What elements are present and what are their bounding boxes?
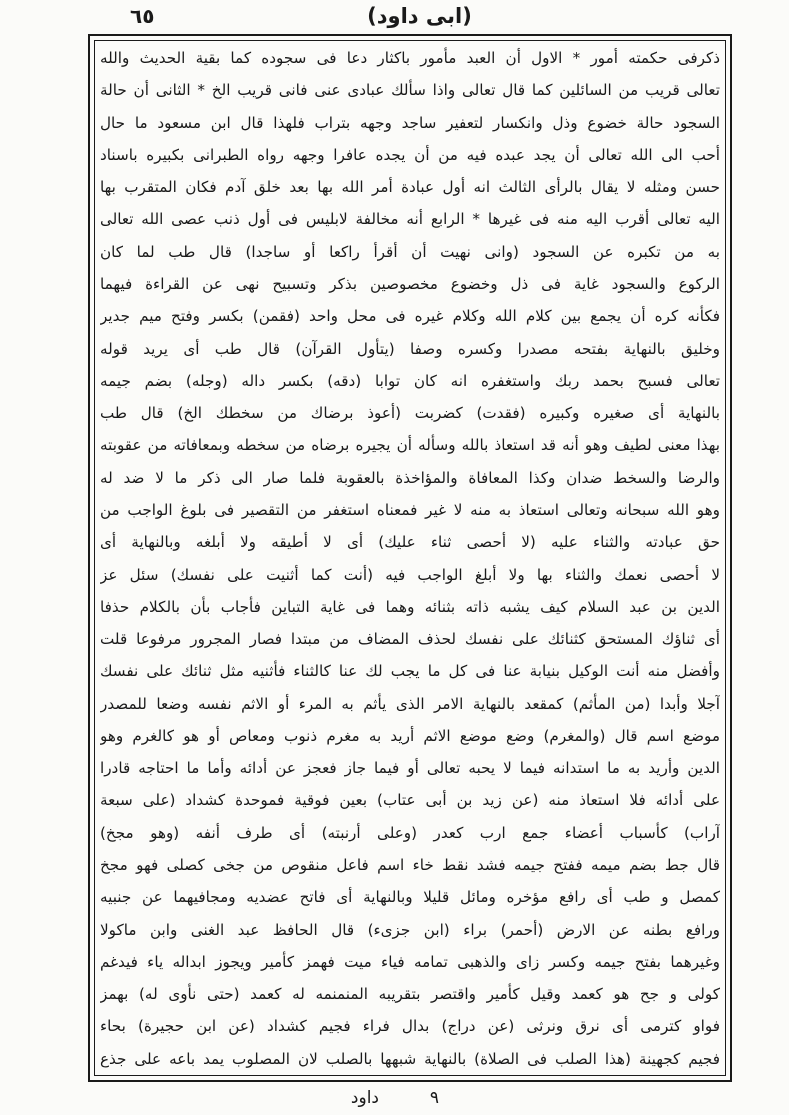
text-line: تعالى قريب من السائلين كما قال تعالى واذا سألك عبادى عنى فانى قريب الخ * الثانى أن حالة [100, 81, 720, 100]
text-line: موضع اسم قال (والمغرم) وضع موضع الاثم أريد به مغرم ذنوب ومعاص أو هو كالغرم وهو [100, 726, 720, 745]
text-line: بهذا معنى لطيف وهو أنه قد استعاذ بالله وسأله أن يجيره برضاه من سخطه وبمعافاته من عقوبته [100, 436, 720, 455]
signature-mark: ٩ [429, 1088, 439, 1108]
text-line: على أدائه فلا استعاذ منه (عن زيد بن أبى عتاب) بعين فوقية فموحدة كشداد (على سبعة [100, 791, 720, 810]
text-line: حق عبادته والثناء عليه (لا أحصى ثناء عليك) أى لا أطيقه ولا أبلغه وبالنهاية أى [100, 533, 720, 552]
text-line: كمصل و طب أى رافع مؤخره ومائل قليلا وبالنهاية أى فاتح عضديه ومجافيهما عن جنبيه [100, 888, 720, 907]
text-line: حسن ومثله لا يقال بالرأى الثالث انه أول عبادة أمر الله بها بعد خلق آدم فكان المتقرب بها [100, 178, 720, 197]
text-line: الركوع والسجود غاية فى ذل وخضوع مخصوصين بذكر وتسبيح نهى عن القراءة فيهما [100, 274, 720, 293]
text-line: الدين بن عبد السلام كيف يشبه ذاته بثنائه وهما فى غاية التباين فأجاب بأن بالكلام حذفا [100, 597, 720, 616]
text-line: اليه تعالى أقرب اليه منه فى غيرها * الرابع أنه مخالفة لابليس فى أول ذنب عصى الله تعالى [100, 210, 720, 229]
text-line: كولى و جح هو كعمد وقيل كأمير واقتصر بتقريبه المنمنمه له كعمد (حتى نأوى له) بهمز [100, 985, 720, 1004]
text-line: لا أحصى نعمك والثناء بها ولا أبلغ الواجب فيه (أنت كما أثنيت على نفسك) سئل عز [100, 565, 720, 584]
text-line: وخليق بالنهاية بفتحه مصدرا وكسره وصفا (يتأول القرآن) قال طب أى يريد قوله [100, 339, 720, 358]
text-line: ذكرفى حكمته أمور * الاول أن العبد مأمور باكثار دعا فى سجوده كما بقية الحديث والله [100, 49, 720, 67]
text-line: وهو الله سبحانه وتعالى استعاذ به منه لا غير فمعناه استغفر من التقصير فى بلوغ الواجب من [100, 500, 720, 519]
running-title: (ابى داود) [367, 4, 472, 28]
text-line: ورافع بطنه عن الارض (أحمر) براء (ابن جزىء) قال الحافظ عبد الغنى وابن ماكولا [100, 920, 720, 939]
text-line: أحب الى الله تعالى أن يجد عبده فيه من أن يجده عافرا وجهه رواه الطبرانى بكبيره باسناد [100, 145, 720, 164]
page-header [90, 4, 749, 34]
text-line: آراب) كأسباب أعضاء جمع ارب كعدر (وعلى أرنبته) أى طرف أنفه (وهو مجخ) [100, 823, 720, 842]
text-line: الدين وأريد به ما استدانه فيما لا يحبه تعالى أو فيما جاز فعجز عن أدائه وأما ما احتاجه قادرا [100, 759, 720, 778]
text-line: قال جط بضم ميمه ففتح جيمه فشد نقط خاء اسم فاعل منقوص من جخى كصلى فهو مجخ [100, 856, 720, 875]
text-line: تعالى فسبح بحمد ربك واستغفره انه كان توابا (دقه) بكسر داله (وجله) بضم جيمه [100, 371, 720, 390]
text-line: فكأنه كره أن يجمع بين كلام الله وكلام غيره فى محل واحد (فقمن) بكسر وفتح ميم جدير [100, 307, 720, 326]
signature-word: داود [350, 1088, 379, 1108]
text-line: أى ثناؤك المستحق كثنائك على نفسك لحذف المضاف من مبتدا فصار المجرور مرفوعا قلت [100, 630, 720, 649]
text-line: وأفضل منه أنت الوكيل بنيابة عنا فى كل ما يجب لك عنا كالثناء فأثنيه مثل ثنائك على نفسك [100, 662, 720, 681]
text-line: والرضا والسخط ضدان وكذا المعافاة والمؤاخذة بالعقوبة فلما صار الى ذكر ما لا ضد له [100, 468, 720, 487]
text-line: فواو كترمى أى نرق ونرثى (عن دراج) بدال فراء فجيم كشداد (عن ابن حجيرة) بحاء [100, 1017, 720, 1036]
text-body [100, 44, 720, 1074]
text-line: السجود حالة خضوع وذل وانكسار لتعفير ساجد وجهه بتراب فلهذا قال ابن مسعود ما حال [100, 113, 720, 132]
text-line: آجلا وأبدا (من المأثم) كمقعد بالنهاية الامر الذى يأثم به المرء أو الاثم نفسه وضعا للمصدر [100, 694, 720, 713]
page-footer [90, 1088, 749, 1112]
text-line: فجيم كجهينة (هذا الصلب فى الصلاة) بالنهاية شبهها بالصلب لان المصلوب يمد باعه على جذع [100, 1049, 720, 1068]
text-line: بالنهاية أى صغيره وكبيره (فقدت) كضربت (أعوذ برضاك من سخطك الخ) قال طب [100, 404, 720, 423]
text-line: وغيرهما بفتح جيمه وكسر زاى والذهبى تمامه فياء ميت فهمز كأمير ويجوز ابداله ياء فيدغم [100, 952, 720, 971]
text-line: به من تكبره عن السجود (وانى نهيت أن أقرأ راكعا أو ساجدا) قال طب لما كان [100, 242, 720, 261]
page-number: ٦٥ [130, 4, 155, 28]
